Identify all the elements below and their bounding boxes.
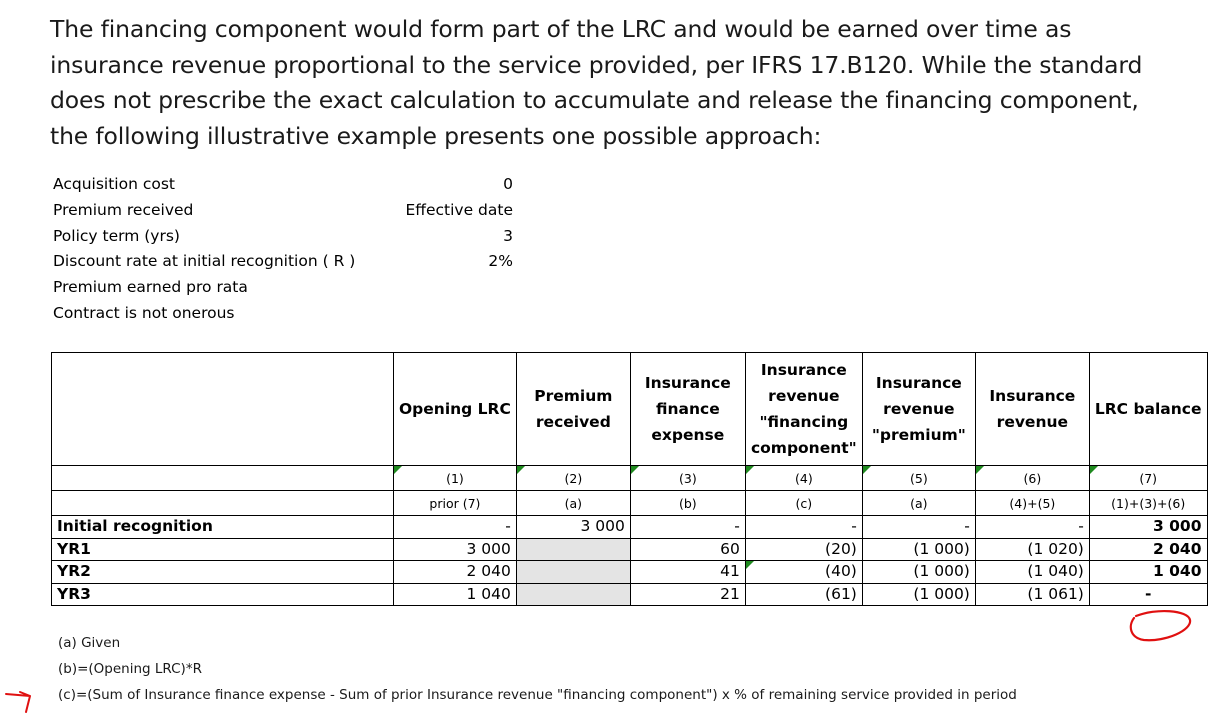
table-cell: (1 000) [862,538,975,561]
assumption-label: Acquisition cost [53,175,175,193]
table-cell: - [975,516,1089,539]
header-insurance-revenue: Insurance revenue [975,353,1089,466]
table-cell: 2 040 [394,561,517,584]
table-row [52,561,1208,584]
assumption-value: 0 [503,175,513,193]
footnote: (b)=(Opening LRC)*R [58,661,202,677]
assumption-row [53,249,513,275]
comment-marker [1090,466,1098,474]
table-cell: 2 040 [1089,538,1207,561]
column-number: (3) [630,466,745,491]
assumption-row [53,224,513,250]
header-row [52,353,1208,466]
table-row [52,516,1208,539]
table-cell: 3 000 [1089,516,1207,539]
table-cell: (1 020) [975,538,1089,561]
intro-line-2: insurance revenue proportional to the service provided, per IFRS 17.B120. While the standard [50,50,1143,79]
table-row [52,538,1208,561]
row-label: Initial recognition [52,516,394,539]
row-label: YR3 [52,583,394,606]
column-source [52,491,394,516]
row-label: YR2 [52,561,394,584]
footnote: (a) Given [58,635,121,651]
table-cell: - [862,516,975,539]
column-source: (b) [630,491,745,516]
lrc-table [51,352,1208,606]
footnote: (c)=(Sum of Insurance finance expense - Sum of prior Insurance revenue "financing component") x % of remaining service provided in period [58,687,1017,703]
assumption-row [53,198,513,224]
comment-marker [517,466,525,474]
assumptions-block [53,172,513,327]
table-cell: (1 000) [862,561,975,584]
table-cell: - [1089,583,1207,606]
assumption-row [53,301,513,327]
comment-marker [863,466,871,474]
red-circle-annotation [1126,606,1196,648]
table-cell: 3 000 [394,538,517,561]
column-source: (a) [516,491,630,516]
assumption-label: Contract is not onerous [53,303,235,322]
column-source: (4)+(5) [975,491,1089,516]
table-cell: 1 040 [394,583,517,606]
table-cell: - [394,516,517,539]
table-cell [516,561,630,584]
comment-marker [746,466,754,474]
header-lrc-balance: LRC balance [1089,353,1207,466]
column-number: (1) [394,466,517,491]
column-number: (5) [862,466,975,491]
table-cell: 1 040 [1089,561,1207,584]
table-cell: - [630,516,745,539]
table-cell [516,583,630,606]
footnotes [58,632,1017,710]
column-number: (2) [516,466,630,491]
table-cell: 60 [630,538,745,561]
table-cell: - [745,516,862,539]
comment-marker [976,466,984,474]
assumption-value: 2% [488,252,513,271]
table-cell [516,538,630,561]
assumption-value: 3 [503,226,513,245]
comment-marker [394,466,402,474]
assumption-label: Discount rate at initial recognition ( R ) [53,252,356,271]
assumption-row [53,275,513,301]
header-opening-lrc: Opening LRC [394,353,517,466]
comment-marker [746,561,754,569]
intro-paragraph [50,12,1220,154]
column-number-row [52,466,1208,491]
column-number: (6) [975,466,1089,491]
assumption-label: Premium earned pro rata [53,278,248,297]
table-row [52,583,1208,606]
table-cell: 21 [630,583,745,606]
column-source-row [52,491,1208,516]
header-revenue-financing: Insurance revenue "financing component" [745,353,862,466]
assumption-row [53,172,513,198]
intro-line-1: The financing component would form part of the LRC and would be earned over time as [50,15,1072,43]
column-number: (4) [745,466,862,491]
column-source: (1)+(3)+(6) [1089,491,1207,516]
column-number [52,466,394,491]
column-source: prior (7) [394,491,517,516]
table-cell: (1 000) [862,583,975,606]
table-cell: (1 040) [975,561,1089,584]
column-source: (c) [745,491,862,516]
header-finance-expense: Insurance finance expense [630,353,745,466]
table-cell: (40) [745,561,862,584]
red-arrow-annotation [0,684,40,718]
header-cell-empty [52,353,394,466]
header-revenue-premium: Insurance revenue "premium" [862,353,975,466]
row-label: YR1 [52,538,394,561]
header-premium-received: Premium received [516,353,630,466]
table-cell: 41 [630,561,745,584]
intro-line-4: the following illustrative example presents one possible approach: [50,121,822,150]
assumption-label: Policy term (yrs) [53,226,180,245]
column-source: (a) [862,491,975,516]
table-cell: (1 061) [975,583,1089,606]
assumption-label: Premium received [53,200,194,219]
comment-marker [631,466,639,474]
assumption-value: Effective date [405,200,513,219]
intro-line-3: does not prescribe the exact calculation to accumulate and release the financing component, [50,86,1139,114]
table-cell: 3 000 [516,516,630,539]
table-cell: (20) [745,538,862,561]
table-cell: (61) [745,583,862,606]
column-number: (7) [1089,466,1207,491]
